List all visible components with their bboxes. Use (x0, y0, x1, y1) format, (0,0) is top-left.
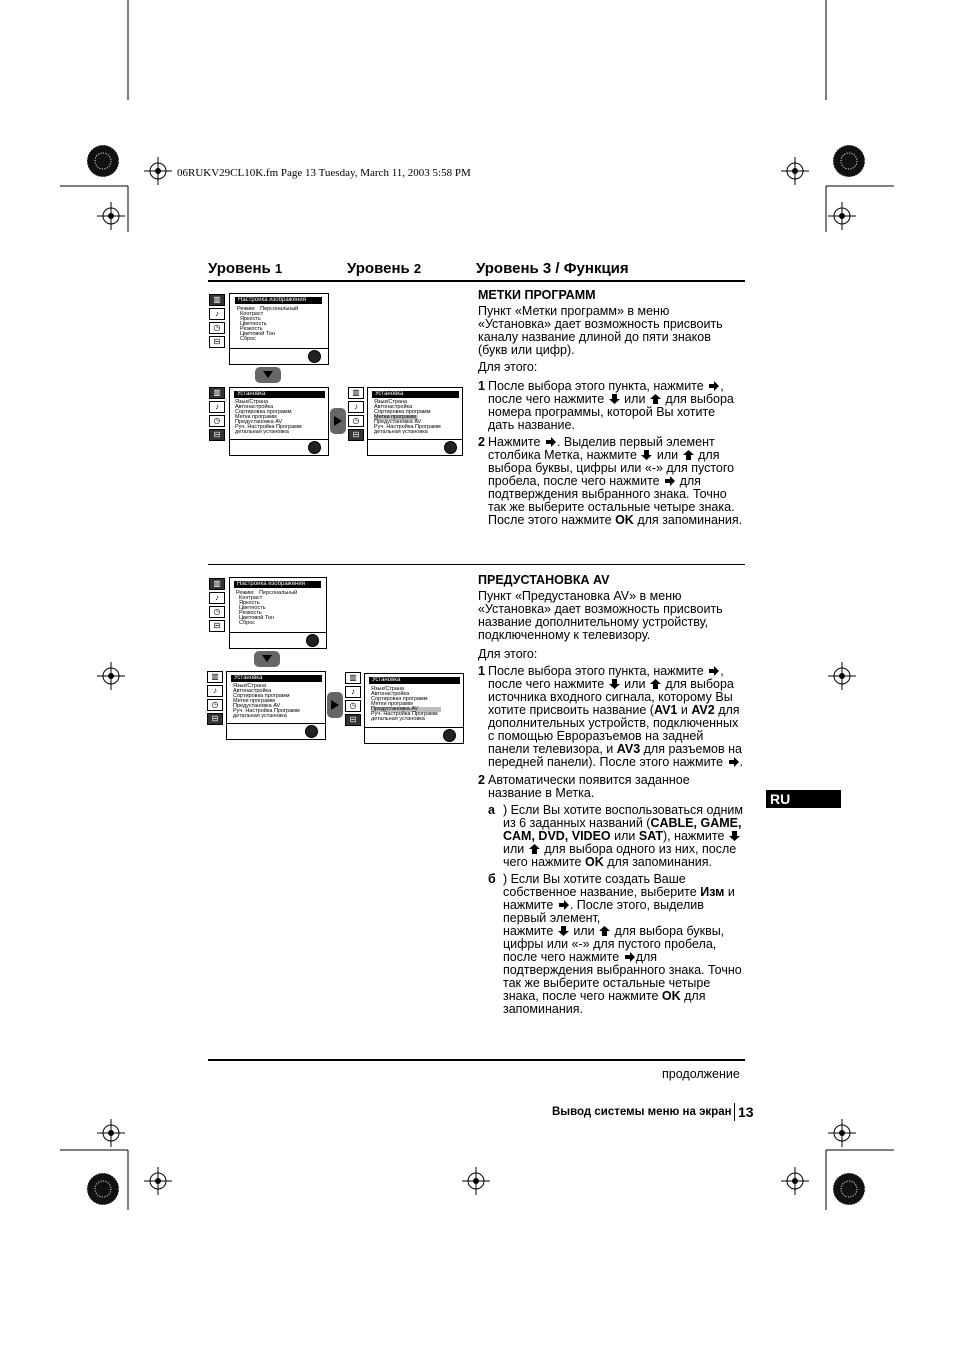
menu-item: Сброс (236, 620, 256, 626)
menu-item: детальная установка (374, 429, 428, 435)
menu-item: Руч. Настройка Программ (374, 424, 441, 430)
intro-text: Пункт «Метки программ» в меню «Установка» дает возможность присвоить каналу название длиной до пяти знаков (букв или цифр). (478, 304, 723, 357)
menu-item: Цветовой Тон (237, 331, 275, 337)
menu-item: детальная установка (235, 429, 289, 435)
ok-icon (306, 634, 319, 647)
top-rule (208, 280, 745, 282)
setup-menu-selected (364, 673, 464, 744)
menu-item: Метки программ (235, 414, 277, 420)
setup-menu (229, 387, 329, 456)
up-arrow-icon (682, 449, 695, 461)
menu-item: Автонастройка (233, 688, 272, 694)
menu-item: Резкость (237, 326, 263, 332)
down-arrow-icon (254, 650, 280, 668)
clock-icon: ◷ (348, 415, 364, 427)
step-2: 2 Автоматически появится заданное название в Метка. (478, 773, 690, 800)
down-arrow-icon (255, 366, 281, 384)
menu-item: Контраст (236, 595, 263, 601)
menu-title: Настройка изображения (234, 581, 321, 588)
file-header: 06RUKV29CL10K.fm Page 13 Tuesday, March 11, 2003 5:58 PM (177, 167, 471, 179)
setup-icon: ⊟ (209, 429, 225, 441)
menu-item-highlighted: Метки программ (374, 415, 418, 420)
ok-icon (308, 350, 321, 363)
menu-item: Резкость (236, 610, 262, 616)
sound-icon: ♪ (348, 401, 364, 413)
menu-item: Автонастройка (374, 404, 413, 410)
for-this: Для этого: (478, 647, 538, 661)
menu-item: Предустановка AV (233, 703, 281, 709)
picture-menu (229, 293, 329, 365)
sound-icon: ♪ (209, 401, 225, 413)
menu-item: детальная установка (233, 713, 287, 719)
setup-icon: ⊟ (209, 620, 225, 632)
menu-item: Сортировка программ (374, 409, 431, 415)
right-arrow-icon (557, 899, 570, 911)
menu-item: Предустановка AV (374, 419, 422, 425)
menu-title: Установка (234, 391, 325, 398)
down-arrow-icon (557, 925, 570, 937)
menu-item: Автонастройка (371, 691, 410, 697)
section-title: ПРЕДУСТАНОВКА AV (478, 573, 610, 587)
up-arrow-icon (649, 393, 662, 405)
menu-item: Сортировка программ (371, 696, 428, 702)
down-arrow-icon (608, 678, 621, 690)
ok-icon (305, 725, 318, 738)
page-number: 13 (738, 1104, 754, 1120)
down-arrow-icon (608, 393, 621, 405)
starburst-icons (87, 145, 865, 1205)
ok-icon (308, 441, 321, 454)
level-3-heading: Уровень 3 / Функция (476, 260, 629, 277)
menu-item: Режим: Персональный (237, 306, 299, 312)
menu-title: Настройка изображения (235, 297, 322, 304)
picture-menu (229, 577, 327, 649)
picture-icon: ▥ (209, 294, 225, 306)
picture-icon: ▥ (209, 387, 225, 399)
footer-divider (734, 1103, 735, 1121)
right-arrow-icon (330, 408, 346, 434)
section1-text (478, 288, 743, 527)
menu-item: детальная установка (371, 716, 425, 722)
menu-title: Установка (372, 391, 459, 398)
step-1: 1 После выбора этого пункта, нажмите , после чего нажмите или для выбора источника входного сигнала, которому Вы хотите присвоить название (AV1 и AV2 для дополнительных устройств, подключенных с помощью Евроразъемов на задней панели телевизора, и AV3 для разъемов на передней панели). После этого нажмите . (478, 664, 744, 769)
sound-icon: ♪ (209, 592, 225, 604)
menu-item: Режим: Персональный (236, 590, 298, 596)
right-arrow-icon (623, 951, 636, 963)
right-arrow-icon (707, 665, 720, 677)
continued-label: продолжение (662, 1067, 740, 1081)
footer-section-name: Вывод системы меню на экран (552, 1106, 732, 1118)
menu-title: Установка (231, 675, 322, 682)
right-arrow-icon (663, 475, 676, 487)
setup-menu-selected (367, 387, 463, 456)
menu-item: Яркость (237, 316, 261, 322)
menu-item: Сортировка программ (235, 409, 292, 415)
picture-icon: ▥ (207, 671, 223, 683)
language-tab: RU (766, 790, 841, 808)
menu-item: Предустановка AV (235, 419, 283, 425)
menu-title: Установка (369, 677, 460, 684)
menu-item: Руч. Настройка Программ (235, 424, 302, 430)
section2-text (478, 573, 744, 1016)
section-divider (208, 564, 745, 565)
intro-text: Пункт «Предустановка AV» в меню «Установка» дает возможность присвоить название дополнительному устройству, подключенному к телевизору. (478, 589, 723, 642)
menu-item: Руч. Настройка Программ (371, 711, 438, 717)
menu-item: Язык/Страна (374, 399, 408, 405)
menu-item: Сортировка программ (233, 693, 290, 699)
right-arrow-icon (327, 692, 343, 718)
menu-item: Яркость (236, 600, 260, 606)
right-arrow-icon (707, 380, 720, 392)
step-2: 2 Нажмите . Выделив первый элемент столбика Метка, нажмите или для выбора буквы, цифры или «-» для пустого пробела, после чего нажмите для подтверждения выбранного знака. Точно так же выберите остальные четыре знака. После этого нажмите OK для запоминания. (478, 435, 743, 527)
sound-icon: ♪ (209, 308, 225, 320)
setup-menu (226, 671, 326, 740)
menu-item: Цветность (236, 605, 266, 611)
down-arrow-icon (728, 830, 741, 842)
clock-icon: ◷ (209, 322, 225, 334)
clock-icon: ◷ (207, 699, 223, 711)
menu-item: Метки программ (233, 698, 275, 704)
ok-icon (443, 729, 456, 742)
for-this: Для этого: (478, 360, 538, 374)
step-1: 1 После выбора этого пункта, нажмите , после чего нажмите или для выбора номера программы, которой Вы хотите дать название. (478, 379, 734, 432)
ok-icon (444, 441, 457, 454)
section-title: МЕТКИ ПРОГРАММ (478, 288, 596, 302)
picture-icon: ▥ (209, 578, 225, 590)
setup-icon: ⊟ (207, 713, 223, 725)
clock-icon: ◷ (345, 700, 361, 712)
picture-icon: ▥ (345, 672, 361, 684)
option-a: а ) Если Вы хотите воспользоваться одним из 6 заданных названий (CABLE, GAME, CAM, DVD, VIDEO или SAT), нажмите или для выбора одного из них, после чего нажмите OK для запоминания. (488, 803, 743, 869)
menu-item: Цветность (237, 321, 267, 327)
option-b: б ) Если Вы хотите создать Ваше собственное название, выберите Изм и нажмите . После этого, выделив первый элемент, нажмите или для выбора буквы, цифры или «-» для пустого пробела, после чего нажмите для подтверждения выбранного знака. Точно так же выберите остальные четыре знака, после чего нажмите OK для запоминания. (488, 872, 742, 1016)
setup-icon: ⊟ (209, 336, 225, 348)
level-1-heading: Уровень 1 (208, 260, 283, 277)
up-arrow-icon (598, 925, 611, 937)
menu-item: Язык/Страна (371, 686, 405, 692)
sound-icon: ♪ (345, 686, 361, 698)
level-2-heading: Уровень 2 (347, 260, 422, 277)
menu-item: Метки программ (371, 701, 413, 707)
sound-icon: ♪ (207, 685, 223, 697)
picture-icon: ▥ (348, 387, 364, 399)
menu-item: Руч. Настройка Программ (233, 708, 300, 714)
right-arrow-icon (544, 436, 557, 448)
menu-item-highlighted: Предустановка AV (371, 707, 441, 712)
setup-icon: ⊟ (348, 429, 364, 441)
menu-item: Автонастройка (235, 404, 274, 410)
bottom-rule (208, 1059, 745, 1061)
up-arrow-icon (649, 678, 662, 690)
setup-icon: ⊟ (345, 714, 361, 726)
clock-icon: ◷ (209, 606, 225, 618)
menu-item: Язык/Страна (233, 683, 267, 689)
right-arrow-icon (727, 756, 740, 768)
menu-item: Сброс (237, 336, 257, 342)
clock-icon: ◷ (209, 415, 225, 427)
menu-item: Язык/Страна (235, 399, 269, 405)
up-arrow-icon (528, 843, 541, 855)
menu-item: Контраст (237, 311, 264, 317)
menu-item: Цветовой Тон (236, 615, 274, 621)
down-arrow-icon (640, 449, 653, 461)
